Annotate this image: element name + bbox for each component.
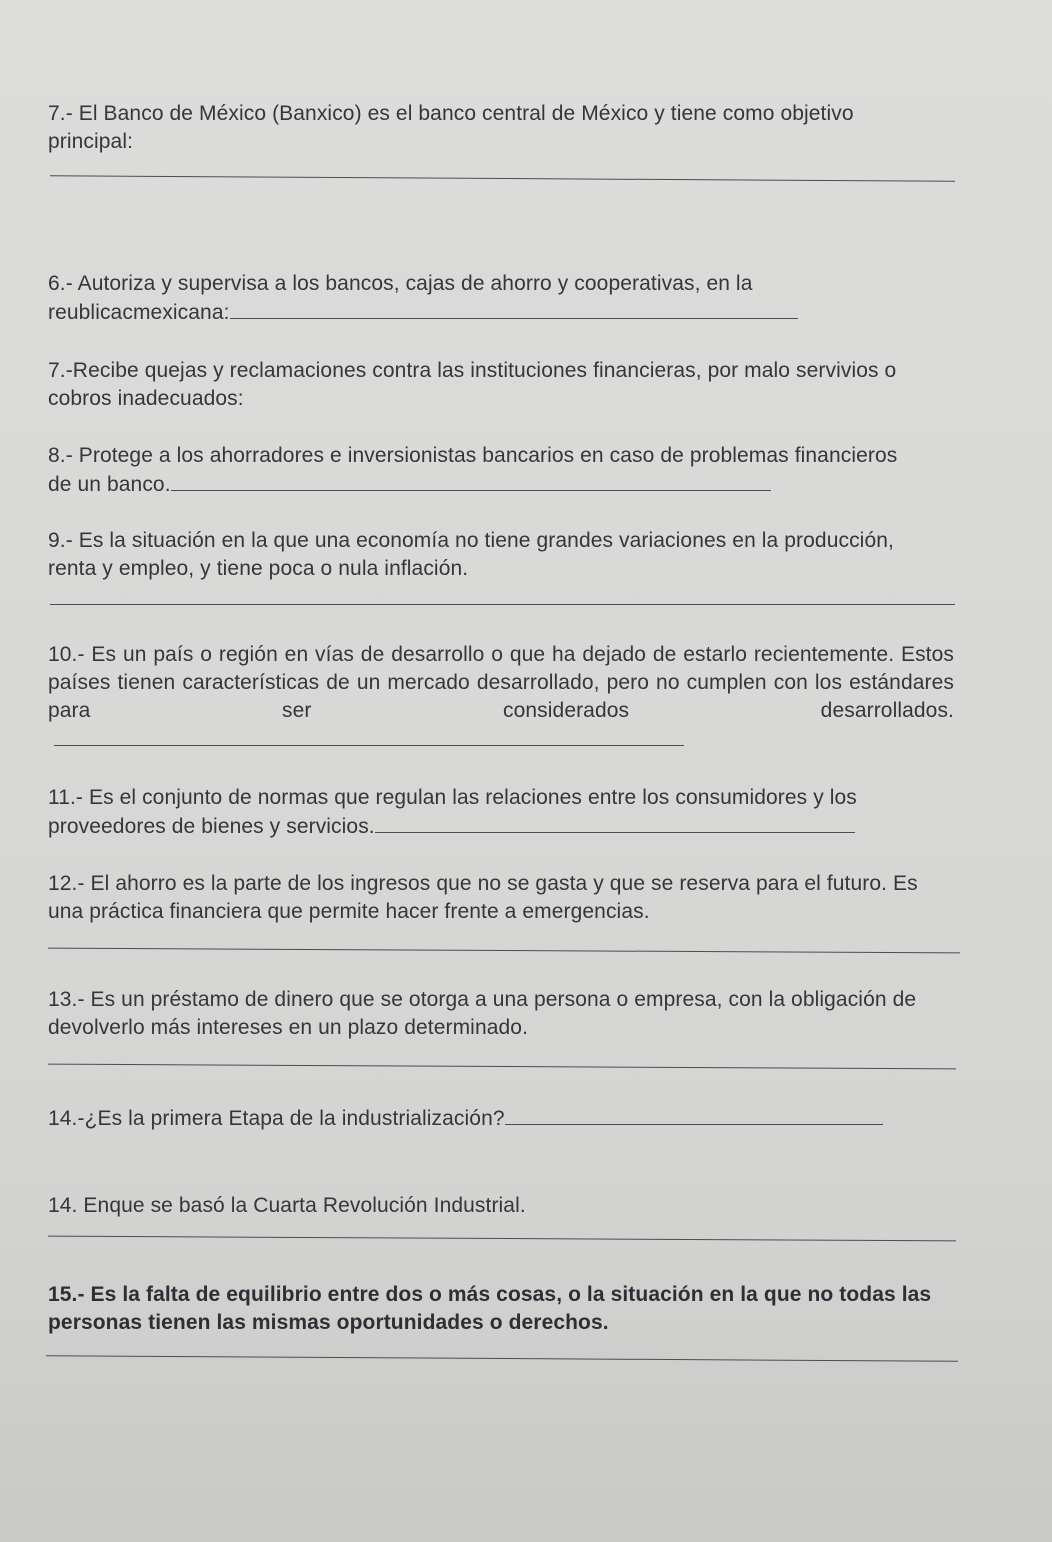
answer-line[interactable] <box>46 1355 958 1362</box>
question-9-estabilidad <box>48 527 908 583</box>
answer-blank[interactable] <box>171 470 771 491</box>
question-text: 7.- El Banco de México (Banxico) es el banco central de México y tiene como objetivo principal: <box>48 102 854 153</box>
question-14-primera-etapa <box>48 1104 958 1133</box>
question-text: 13.- Es un préstamo de dinero que se otorga a una persona o empresa, con la obligación de devolverlo más intereses en un plazo determinado. <box>48 988 917 1039</box>
question-13-prestamo <box>48 986 923 1042</box>
question-6-supervision <box>48 270 878 327</box>
question-text: 15.- Es la falta de equilibrio entre dos o más cosas, o la situación en la que no todas las personas tienen las mismas oportunidades o derechos. <box>48 1283 932 1334</box>
question-15-desigualdad <box>48 1281 958 1337</box>
answer-line[interactable] <box>50 175 955 182</box>
question-text: 7.-Recibe quejas y reclamaciones contra las instituciones financieras, por malo servivios o cobros inadecuados: <box>48 359 897 410</box>
answer-blank[interactable] <box>230 298 798 319</box>
question-text: 9.- Es la situación en la que una economía no tiene grandes variaciones en la producción, renta y empleo, y tiene poca o nula inflación. <box>48 529 894 580</box>
answer-line[interactable] <box>48 948 960 954</box>
question-7-quejas <box>48 357 918 413</box>
question-7-banxico <box>48 100 908 156</box>
question-11-normas <box>48 784 958 841</box>
question-text: 11.- Es el conjunto de normas que regulan las relaciones entre los consumidores y los proveedores de bienes y servicios. <box>48 786 857 838</box>
answer-line[interactable] <box>48 1236 956 1242</box>
question-text: 12.- El ahorro es la parte de los ingresos que no se gasta y que se reserva para el futuro. Es una práctica financiera que permite hacer frente a emergencias. <box>48 872 918 923</box>
question-text: 14.-¿Es la primera Etapa de la industrialización? <box>48 1107 505 1130</box>
question-14-cuarta-revolucion <box>48 1192 908 1220</box>
question-text: 10.- Es un país o región en vías de desarrollo o que ha dejado de estarlo recientemente. Estos países tienen características de un mercado desarrollado, pero no cumplen con los estándares para ser considerados desarrollados. <box>48 643 954 722</box>
question-12-ahorro <box>48 870 953 926</box>
question-8-proteccion <box>48 442 923 499</box>
answer-blank[interactable] <box>54 725 684 746</box>
question-text: 8.- Protege a los ahorradores e inversionistas bancarios en caso de problemas financieros de un banco. <box>48 444 898 496</box>
answer-line[interactable] <box>50 604 955 605</box>
question-10-emergente <box>48 641 954 754</box>
answer-blank[interactable] <box>375 812 855 833</box>
answer-blank[interactable] <box>505 1104 883 1125</box>
question-text: 14. Enque se basó la Cuarta Revolución Industrial. <box>48 1194 526 1217</box>
question-text: 6.- Autoriza y supervisa a los bancos, cajas de ahorro y cooperativas, en la reublicacmexicana: <box>48 272 753 324</box>
answer-line[interactable] <box>48 1064 956 1070</box>
